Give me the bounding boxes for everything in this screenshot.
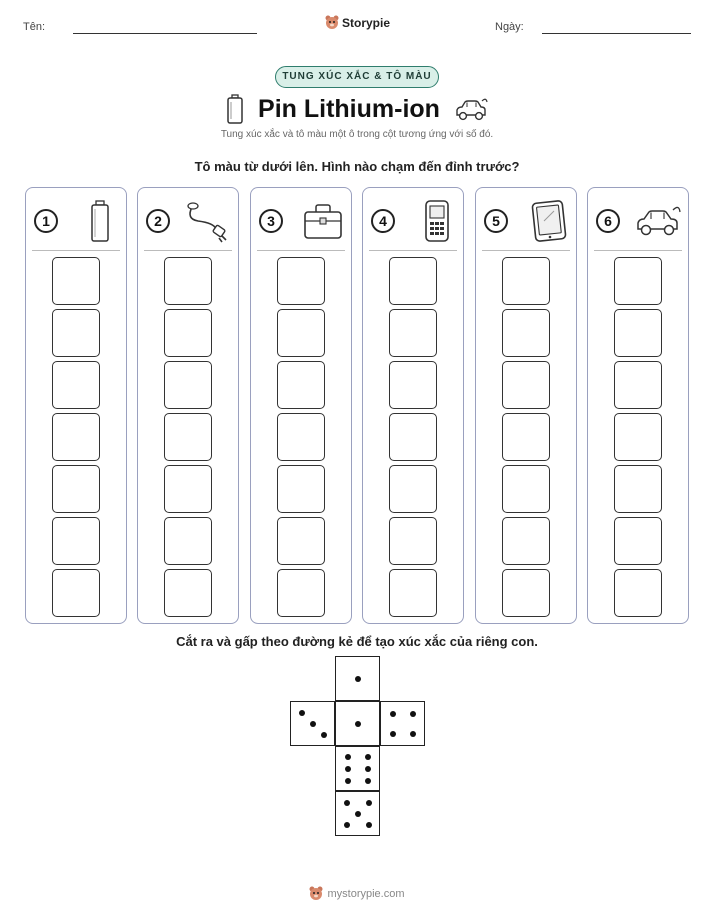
die-face-left bbox=[290, 701, 335, 746]
coloring-instruction: Tô màu từ dưới lên. Hình nào chạm đến đỉnh trước? bbox=[194, 159, 520, 174]
color-cell[interactable] bbox=[52, 257, 100, 305]
die-pip bbox=[345, 766, 351, 772]
color-cell[interactable] bbox=[614, 309, 662, 357]
color-cell[interactable] bbox=[389, 569, 437, 617]
die-pip bbox=[410, 711, 416, 717]
die-face-lower bbox=[335, 746, 380, 791]
date-line[interactable] bbox=[542, 33, 691, 34]
column-number: 6 bbox=[596, 209, 620, 233]
color-cell[interactable] bbox=[277, 309, 325, 357]
die-pip bbox=[310, 721, 316, 727]
footer bbox=[0, 884, 714, 904]
die-face-top bbox=[335, 656, 380, 701]
bear-logo-icon bbox=[325, 15, 339, 31]
color-cell[interactable] bbox=[502, 465, 550, 513]
color-cell[interactable] bbox=[277, 517, 325, 565]
column-3 bbox=[250, 187, 352, 624]
color-cell[interactable] bbox=[389, 257, 437, 305]
column-header bbox=[259, 198, 345, 244]
die-pip bbox=[355, 676, 361, 682]
color-cell[interactable] bbox=[502, 413, 550, 461]
die-pip bbox=[345, 778, 351, 784]
column-header bbox=[371, 198, 457, 244]
color-cell[interactable] bbox=[52, 413, 100, 461]
color-cell[interactable] bbox=[389, 309, 437, 357]
column-1 bbox=[25, 187, 127, 624]
column-header bbox=[484, 198, 570, 244]
die-pip bbox=[299, 710, 305, 716]
column-divider bbox=[594, 250, 682, 251]
die-pip bbox=[390, 711, 396, 717]
color-cell[interactable] bbox=[164, 465, 212, 513]
die-pip bbox=[390, 731, 396, 737]
title-row bbox=[0, 92, 714, 126]
color-cell[interactable] bbox=[277, 413, 325, 461]
color-cell[interactable] bbox=[614, 465, 662, 513]
die-pip bbox=[344, 800, 350, 806]
bear-logo-icon bbox=[309, 886, 323, 902]
column-6 bbox=[587, 187, 689, 624]
die-pip bbox=[365, 778, 371, 784]
battery-icon bbox=[80, 199, 120, 243]
page-subtitle: Tung xúc xắc và tô màu một ô trong cột tương ứng với số đó. bbox=[220, 129, 494, 140]
color-cell[interactable] bbox=[52, 517, 100, 565]
die-pip bbox=[365, 766, 371, 772]
die-face-center bbox=[335, 701, 380, 746]
color-cell[interactable] bbox=[277, 257, 325, 305]
color-cell[interactable] bbox=[164, 309, 212, 357]
cut-instruction: Cắt ra và gấp theo đường kẻ để tạo xúc xắc của riêng con. bbox=[176, 634, 538, 649]
color-cell[interactable] bbox=[614, 413, 662, 461]
die-pip bbox=[344, 822, 350, 828]
color-cell[interactable] bbox=[389, 413, 437, 461]
color-cell[interactable] bbox=[164, 361, 212, 409]
color-cell[interactable] bbox=[52, 309, 100, 357]
activity-badge: TUNG XÚC XẮC & TÔ MÀU bbox=[275, 66, 439, 88]
die-pip bbox=[366, 822, 372, 828]
die-pip bbox=[355, 811, 361, 817]
die-pip bbox=[355, 721, 361, 727]
color-cell[interactable] bbox=[614, 257, 662, 305]
color-cell[interactable] bbox=[277, 465, 325, 513]
color-cell[interactable] bbox=[502, 569, 550, 617]
column-2 bbox=[137, 187, 239, 624]
column-number: 1 bbox=[34, 209, 58, 233]
color-cell[interactable] bbox=[614, 569, 662, 617]
color-cell[interactable] bbox=[614, 517, 662, 565]
page-title: Pin Lithium-ion bbox=[258, 94, 440, 123]
color-cell[interactable] bbox=[502, 257, 550, 305]
brand-name: Storypie bbox=[342, 16, 391, 30]
color-cell[interactable] bbox=[389, 465, 437, 513]
plug-icon bbox=[184, 199, 232, 243]
brand-logo bbox=[325, 13, 395, 33]
color-cell[interactable] bbox=[52, 569, 100, 617]
color-cell[interactable] bbox=[502, 309, 550, 357]
color-cell[interactable] bbox=[277, 361, 325, 409]
color-cell[interactable] bbox=[164, 517, 212, 565]
color-cell[interactable] bbox=[52, 465, 100, 513]
tablet-icon bbox=[526, 199, 570, 243]
column-header bbox=[596, 198, 682, 244]
die-pip bbox=[366, 800, 372, 806]
footer-url[interactable]: mystorypie.com bbox=[327, 888, 405, 900]
cellphone-icon bbox=[417, 199, 457, 243]
color-cell[interactable] bbox=[389, 361, 437, 409]
color-cell[interactable] bbox=[164, 569, 212, 617]
column-divider bbox=[482, 250, 570, 251]
column-header bbox=[146, 198, 232, 244]
column-number: 3 bbox=[259, 209, 283, 233]
color-cell[interactable] bbox=[502, 517, 550, 565]
die-pip bbox=[365, 754, 371, 760]
color-cell[interactable] bbox=[52, 361, 100, 409]
name-label: Tên: bbox=[23, 21, 46, 33]
die-pip bbox=[321, 732, 327, 738]
electric-car-icon bbox=[454, 96, 488, 122]
column-5 bbox=[475, 187, 577, 624]
color-cell[interactable] bbox=[502, 361, 550, 409]
date-label: Ngày: bbox=[495, 21, 524, 33]
column-4 bbox=[362, 187, 464, 624]
color-cell[interactable] bbox=[389, 517, 437, 565]
column-divider bbox=[257, 250, 345, 251]
color-cell[interactable] bbox=[164, 413, 212, 461]
toolbox-icon bbox=[301, 199, 345, 243]
name-line[interactable] bbox=[73, 33, 257, 34]
color-cell[interactable] bbox=[164, 257, 212, 305]
die-pip bbox=[345, 754, 351, 760]
column-number: 2 bbox=[146, 209, 170, 233]
column-divider bbox=[369, 250, 457, 251]
column-number: 4 bbox=[371, 209, 395, 233]
color-cell[interactable] bbox=[277, 569, 325, 617]
electric-car-icon bbox=[634, 201, 682, 241]
column-divider bbox=[32, 250, 120, 251]
column-header bbox=[34, 198, 120, 244]
die-face-bottom bbox=[335, 791, 380, 836]
battery-icon bbox=[226, 94, 244, 124]
column-number: 5 bbox=[484, 209, 508, 233]
die-pip bbox=[410, 731, 416, 737]
column-divider bbox=[144, 250, 232, 251]
die-face-right bbox=[380, 701, 425, 746]
color-cell[interactable] bbox=[614, 361, 662, 409]
